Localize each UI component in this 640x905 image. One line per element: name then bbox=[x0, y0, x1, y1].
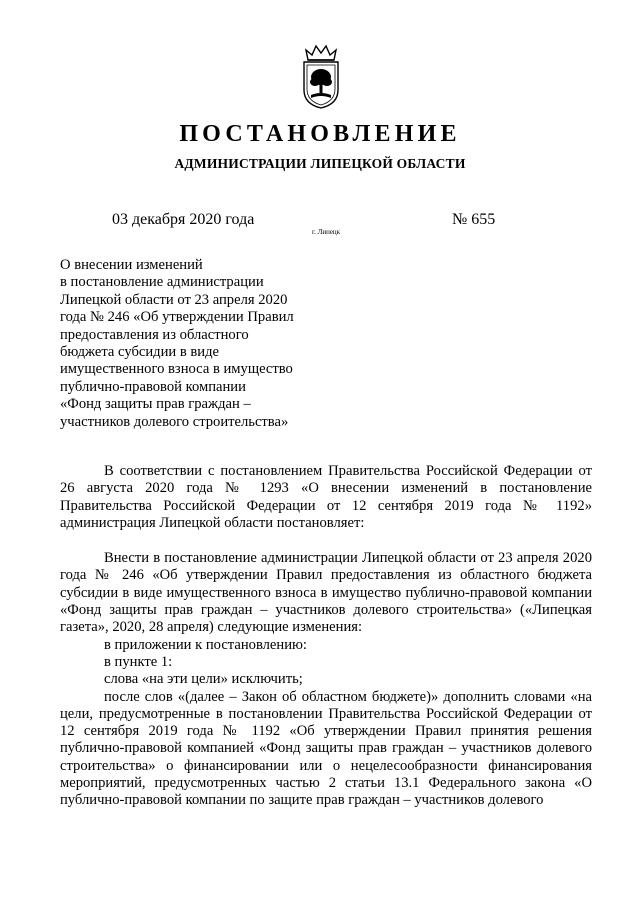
preamble-paragraph: В соответствии с постановлением Правительства Российской Федерации от 26 августа 2020 года № 1293 «О внесении изменений в постановление Правительства Российской Федерации от 12 сентября 2019 года № 1192» администрация Липецкой области постановляет: bbox=[60, 463, 592, 531]
subject-line: Липецкой области от 23 апреля 2020 bbox=[60, 291, 288, 308]
document-date: 03 декабря 2020 года bbox=[112, 211, 255, 228]
subject-line: публично-правовой компании bbox=[60, 378, 246, 395]
subject-line: бюджета субсидии в виде bbox=[60, 344, 219, 361]
subject-line: участников долевого строительства» bbox=[60, 413, 289, 430]
subject-line: предоставления из областного bbox=[60, 326, 249, 343]
subject-line: года № 246 «Об утверждении Правил bbox=[60, 309, 294, 326]
document-city: г. Липецк bbox=[312, 228, 341, 236]
document-subject bbox=[60, 257, 320, 431]
document-body bbox=[60, 463, 592, 810]
body-paragraph: в пункте 1: bbox=[104, 653, 173, 670]
body-paragraph: Внести в постановление администрации Липецкой области от 23 апреля 2020 года № 246 «Об утверждении Правил предоставления из областного бюджета субсидии в виде имущественного взноса в имущество публично-правовой компании «Фонд защиты прав граждан – участников долевого строительства» («Липецкая газета», 2020, 28 апреля) следующие изменения: bbox=[60, 550, 592, 636]
subject-line: имущественного взноса в имущество bbox=[60, 361, 293, 378]
body-paragraph: слова «на эти цели» исключить; bbox=[104, 671, 303, 688]
body-paragraph: в приложении к постановлению: bbox=[104, 636, 307, 653]
subject-line: О внесении изменений bbox=[60, 257, 203, 273]
lipetsk-coat-of-arms-icon bbox=[296, 42, 346, 110]
subject-line: в постановление администрации bbox=[60, 274, 264, 291]
subject-line: «Фонд защиты прав граждан – bbox=[60, 396, 251, 413]
issuer-subtitle: АДМИНИСТРАЦИИ ЛИПЕЦКОЙ ОБЛАСТИ bbox=[174, 156, 466, 171]
document-title: ПОСТАНОВЛЕНИЕ bbox=[179, 121, 461, 147]
document-number: № 655 bbox=[452, 211, 496, 228]
body-paragraph: после слов «(далее – Закон об областном бюджете)» дополнить словами «на цели, предусмотренные в постановлении Правительства Российской Федерации от 12 сентября 2019 года № 1192 «Об утверждении Правил принятия решения публично-правовой компанией «Фонд защиты прав граждан – участников долевого строительства» о финансировании или о нецелесообразности финансирования мероприятий, предусмотренных частью 2 статьи 13.1 Федерального закона «О публично-правовой компании по защите прав граждан – участников долевого bbox=[60, 688, 592, 809]
